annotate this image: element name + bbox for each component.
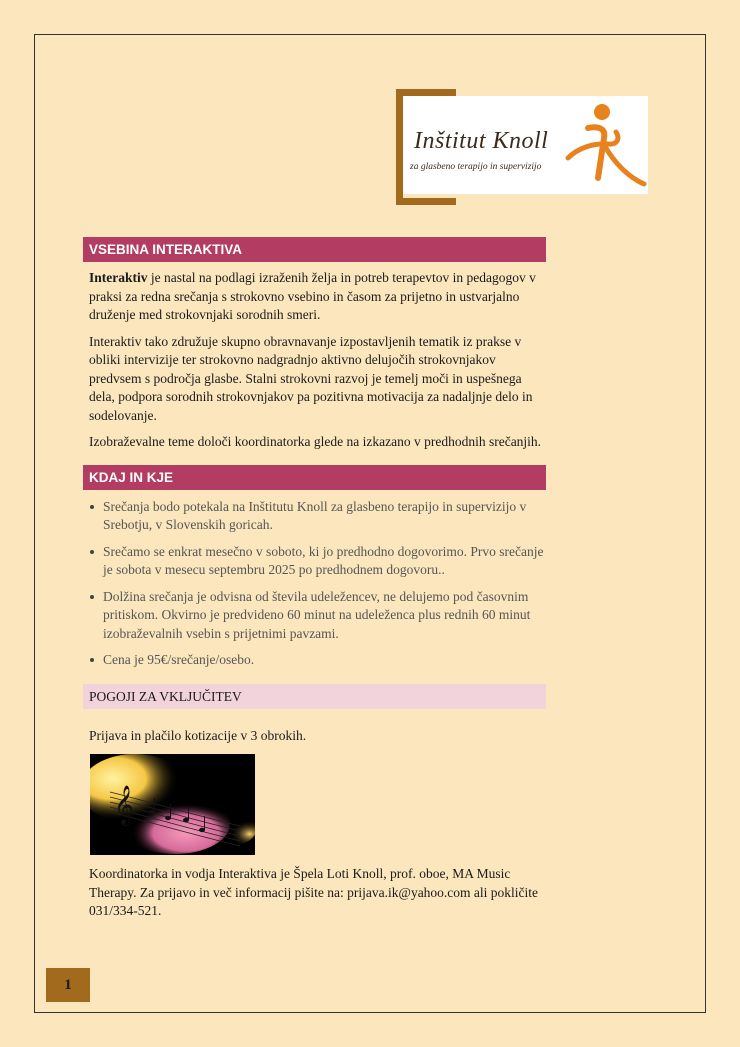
list-item: Srečamo se enkrat mesečno v soboto, ki jo predhodno dogovorimo. Prvo srečanje je sobota v mesecu septembru 2025 po predhodnem dogovoru.. xyxy=(103,543,546,580)
details-list xyxy=(83,498,546,670)
list-item: Cena je 95€/srečanje/osebo. xyxy=(103,651,546,670)
intro-bold-term: Interaktiv xyxy=(89,270,148,285)
section-heading-kdaj: KDAJ IN KJE xyxy=(83,465,546,490)
list-item: Srečanja bodo potekala na Inštitutu Knoll za glasbeno terapijo in supervizijo v Srebotju, v Slovenskih goricah. xyxy=(103,498,546,535)
logo-name: Inštitut Knoll xyxy=(414,128,549,154)
paragraph-intro xyxy=(89,269,546,325)
section-heading-vsebina: VSEBINA INTERAKTIVA xyxy=(83,237,546,262)
main-content xyxy=(83,237,546,745)
coordinator-info: Koordinatorka in vodja Interaktiva je Špela Loti Knoll, prof. oboe, MA Music Therapy. Za prijavo in več informacij pišite na: prijava.ik@yahoo.com ali pokličite 031/334-521. xyxy=(89,866,539,918)
list-item: Dolžina srečanja je odvisna od števila udeležencev, ne delujemo pod časovnim pritiskom. Okvirno je predvideno 60 minut na udeleženca plus rednih 60 minut izobraževalnih vsebin s prijetnimi pavzami. xyxy=(103,588,546,644)
paragraph-topics: Izobraževalne teme določi koordinatorka glede na izkazano v predhodnih srečanjih. xyxy=(89,434,542,449)
paragraph-description: Interaktiv tako združuje skupno obravnavanje izpostavljenih tematik iz prakse v obliki intervizije ter strokovno nadgradnjo aktivno delujočih strokovnjakov predvsem s področja glasbe. Stalni strokovni razvoj je temelj moči in uspešnega dela, podpora sorodnih strokovnjakov pa pozitivna motivacija za nadaljnje delo in sodelovanje. xyxy=(89,333,533,423)
institute-logo xyxy=(403,96,648,194)
section-heading-pogoji: POGOJI ZA VKLJUČITEV xyxy=(83,684,546,709)
intro-text: je nastal na podlagi izraženih želja in potreb terapevtov in pedagogov v praksi za redna srečanja s strokovno vsebino in časom za prijetno in ustvarjalno druženje med strokovnjaki sorodnih smeri. xyxy=(89,270,536,322)
music-illustration-icon xyxy=(90,754,255,855)
music-notes-image xyxy=(90,754,255,855)
logo-ik-mark-icon xyxy=(558,98,648,193)
svg-text:𝄞: 𝄞 xyxy=(114,785,135,825)
logo-subtitle: za glasbeno terapijo in supervizijo xyxy=(410,162,542,172)
paragraph-registration: Prijava in plačilo kotizacije v 3 obrokih. xyxy=(89,727,307,743)
page-number: 1 xyxy=(46,968,90,1002)
